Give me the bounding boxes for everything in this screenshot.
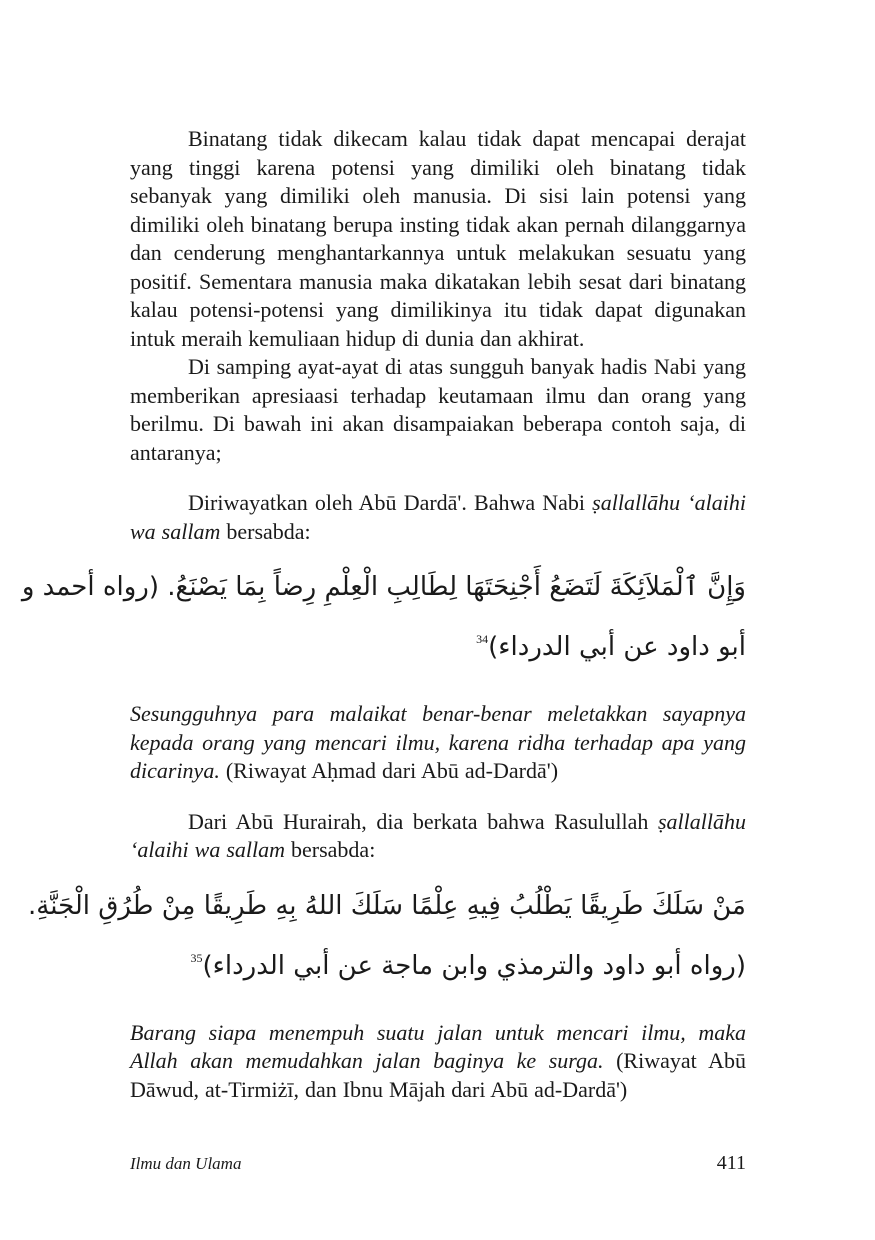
hadith-2-arabic-line-1: مَنْ سَلَكَ طَرِيقًا يَطْلُبُ فِيهِ عِلْمًا سَلَكَ اللهُ بِهِ طَرِيقًا مِنْ طُرُقِ الْجَنَّةِ. — [28, 890, 746, 921]
hadith-2-arabic-line-2 — [130, 943, 746, 981]
footnote-35: 35 — [190, 950, 203, 965]
hadith-2-intro — [130, 808, 746, 865]
hadith-1-arabic-line-1: وَإِنَّ ٱلْمَلاَئِكَةَ لَتَضَعُ أَجْنِحَتَهَا لِطَالِبِ الْعِلْمِ رِضاً بِمَا يَصْنَعُ. (رواه أحمد و — [21, 572, 746, 602]
page-number: 411 — [716, 1152, 746, 1174]
hadith-2-intro-text: Dari Abū Hurairah, dia berkata bahwa Rasulullah — [188, 808, 658, 834]
hadith-1-translation-text: Sesungguhnya para malaikat benar-benar meletakkan sayapnya kepada orang yang mencari ilmu, karena ridha terhadap apa yang dicarinya. — [130, 701, 746, 783]
hadith-1-intro-end: bersabda: — [220, 518, 311, 544]
paragraph-1: Binatang tidak dikecam kalau tidak dapat mencapai derajat yang tinggi karena potensi yang dimiliki oleh binatang tidak sebanyak yang dimiliki oleh manusia. Di sisi lain potensi yang dimiliki oleh binatang berupa insting tidak akan pernah dilanggarnya dan cenderung menghantarkannya untuk melakukan sesuatu yang positif. Sementara manusia maka dikatakan lebih sesat dari binatang kalau potensi-potensi yang dimilikinya itu tidak dapat digunakan intuk meraih kemuliaan hidup di dunia dan akhirat. — [130, 126, 746, 351]
footnote-34: 34 — [476, 632, 489, 646]
hadith-2-translation-reference: (Riwayat Abū Dāwud, at-Tirmiżī, dan Ibnu Mājah dari Abū ad-Dardā') — [130, 1048, 746, 1102]
hadith-1-arabic-line-2 — [130, 624, 746, 662]
page-body — [21, 125, 746, 1104]
hadith-1-intro — [130, 489, 746, 546]
hadith-2-arabic-source: (رواه أبو داود والترمذي وابن ماجة عن أبي الدرداء) — [202, 950, 746, 981]
hadith-2-intro-salutation: ṣallallāhu ‘alaihi wa sallam — [130, 808, 746, 862]
hadith-2-translation — [130, 1019, 746, 1105]
hadith-1-arabic-source: أبو داود عن أبي الدرداء) — [488, 632, 746, 662]
hadith-2-intro-end: bersabda: — [285, 837, 376, 862]
page-footer — [130, 1152, 746, 1175]
hadith-1-translation-reference: (Riwayat Aḥmad dari Abū ad-Dardā') — [219, 758, 559, 783]
paragraph-2: Di samping ayat-ayat di atas sungguh banyak hadis Nabi yang memberikan apresiaasi terhadap keutamaan ilmu dan orang yang berilmu. Di bawah ini akan disampaiakan beberapa contoh saja, di antaranya; — [130, 354, 746, 465]
hadith-1-intro-salutation: ṣallallāhu ‘alaihi wa sallam — [130, 490, 746, 544]
hadith-1-translation — [130, 700, 746, 786]
hadith-2-translation-text: Barang siapa menempuh suatu jalan untuk mencari ilmu, maka Allah akan memudahkan jalan baginya ke surga. — [130, 1019, 746, 1073]
hadith-1-intro-text: Diriwayatkan oleh Abū Dardā'. Bahwa Nabi — [188, 490, 593, 515]
running-footer-title: Ilmu dan Ulama — [130, 1154, 242, 1173]
